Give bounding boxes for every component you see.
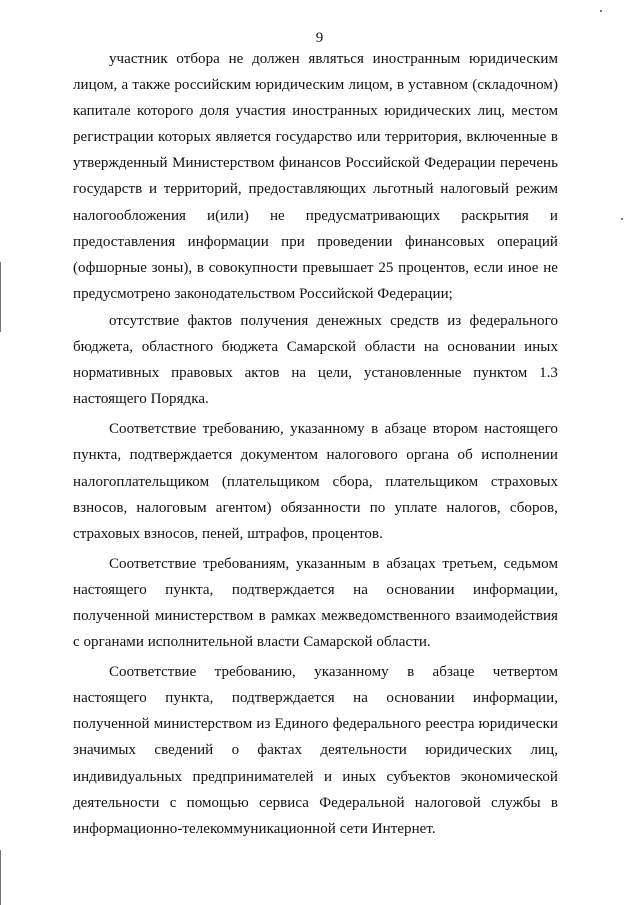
paragraph: Соответствие требованию, указанному в абзаце втором настоящего пункта, подтверждается документом налогового органа об исполнении налогоплательщиком (плательщиком сбора, плательщиком страховых взносов, налоговым агентом) обязанности по уплате налогов, сборов, страховых взносов, пеней, штрафов, процентов. [73, 421, 558, 542]
page-number: 9 [315, 30, 324, 46]
paragraph: Соответствие требованию, указанному в абзаце четвертом настоящего пункта, подтверждается на основании информации, полученной министерством из Единого федерального реестра юридически значимых сведений о фактах деятельности юридических лиц, индивидуальных предпринимателей и иных субъектов экономической деятельности с помощью сервиса Федеральной налоговой службы в информационно-телекоммуникационной сети Интернет. [73, 664, 558, 837]
paragraph: участник отбора не должен являться иностранным юридическим лицом, а также российским юридическим лицом, в уставном (складочном) капитале которого доля участия иностранных юридических лиц, местом регистрации которых является государство или территория, включенные в утвержденный Министерством финансов Российской Федерации перечень государств и территорий, предоставляющих льготный налоговый режим налогообложения и(или) не предусматривающих раскрытия и предоставления информации при проведении финансовых операций (офшорные зоны), в совокупности превышает 25 процентов, если иное не предусмотрено законодательством Российской Федерации; [73, 51, 558, 302]
scan-artifact [0, 850, 1, 905]
paragraph: отсутствие фактов получения денежных средств из федерального бюджета, областного бюджета Самарской области на основании иных нормативных правовых актов на цели, установленные пунктом 1.3 настоящего Порядка. [73, 312, 558, 408]
scan-artifact [600, 10, 602, 12]
scan-artifact [0, 262, 1, 332]
scan-artifact [621, 218, 623, 220]
document-body [73, 46, 558, 843]
paragraph: Соответствие требованиям, указанным в абзацах третьем, седьмом настоящего пункта, подтверждается на основании информации, полученной министерством в рамках межведомственного взаимодействия с органами исполнительной власти Самарской области. [73, 555, 558, 651]
